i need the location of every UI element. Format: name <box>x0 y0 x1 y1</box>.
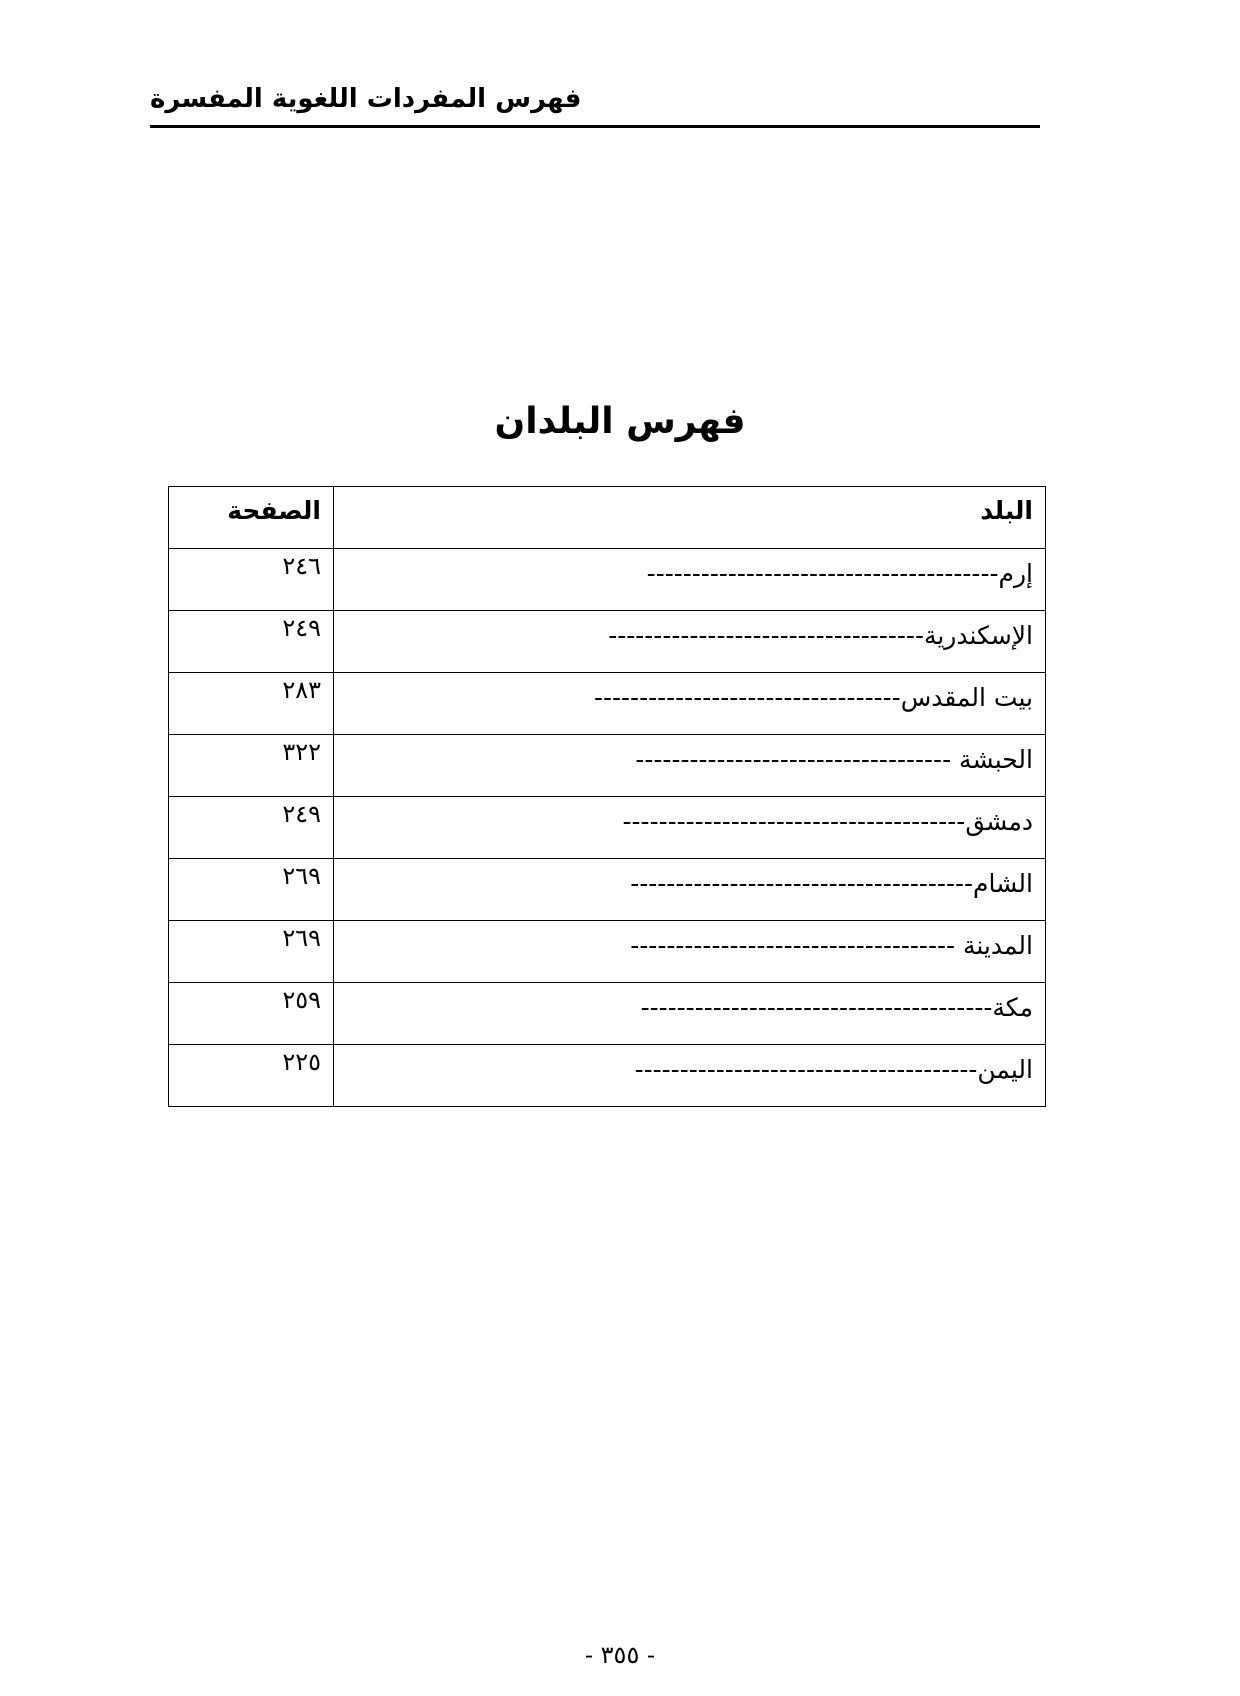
places-index-table <box>168 486 1046 1107</box>
place-cell <box>334 611 1046 673</box>
table-row <box>169 921 1046 983</box>
dot-leader: -------------------------------------- <box>630 869 974 898</box>
place-name: اليمن <box>977 1055 1033 1084</box>
place-name: المدينة <box>962 931 1033 960</box>
table-row <box>169 797 1046 859</box>
page-cell <box>169 859 334 921</box>
page-cell <box>169 921 334 983</box>
running-header <box>150 78 1040 128</box>
dot-leader: ------------------------------------ <box>630 931 963 960</box>
place-cell <box>334 1045 1046 1107</box>
place-name: بيت المقدس <box>900 683 1033 712</box>
column-header-page <box>169 487 334 549</box>
place-name: إرم <box>998 559 1033 588</box>
dot-leader: -------------------------------------- <box>622 807 966 836</box>
column-header-page-label: الصفحة <box>227 496 321 525</box>
page-number: ٢٦٩ <box>282 924 321 952</box>
page-number: ٢٦٩ <box>282 862 321 890</box>
place-cell <box>334 735 1046 797</box>
place-name: مكة <box>992 993 1033 1022</box>
dot-leader: -------------------------------------- <box>634 1055 978 1084</box>
page-number: ٢٤٩ <box>282 614 321 642</box>
page-number: ٢٤٩ <box>282 800 321 828</box>
page-number: ٢٨٣ <box>282 676 321 704</box>
place-name: الشام <box>973 869 1033 898</box>
dot-leader: --------------------------------------- <box>646 559 999 588</box>
page-number: ٣٢٢ <box>282 738 321 766</box>
dot-leader: ---------------------------------- <box>593 683 901 712</box>
table-row <box>169 983 1046 1045</box>
place-name: الحبشة <box>959 745 1033 774</box>
dot-leader: --------------------------------------- <box>640 993 993 1022</box>
dot-leader: ----------------------------------- <box>635 745 960 774</box>
header-rule <box>150 125 1040 128</box>
page-cell <box>169 1045 334 1107</box>
page-number: ٢٥٩ <box>282 986 321 1014</box>
table-row <box>169 673 1046 735</box>
place-cell <box>334 921 1046 983</box>
table-row <box>169 611 1046 673</box>
page-cell <box>169 611 334 673</box>
place-cell <box>334 859 1046 921</box>
table-row <box>169 859 1046 921</box>
column-header-place <box>334 487 1046 549</box>
column-header-place-label: البلد <box>980 496 1033 525</box>
page-footer-number: - ٣٥٥ - <box>584 1641 656 1669</box>
page-cell <box>169 549 334 611</box>
page-cell <box>169 797 334 859</box>
place-cell <box>334 673 1046 735</box>
page-cell <box>169 673 334 735</box>
table-row <box>169 1045 1046 1107</box>
place-name: دمشق <box>965 807 1033 836</box>
page-title: فهرس البلدان <box>494 401 746 442</box>
place-cell <box>334 549 1046 611</box>
place-name: الإسكندرية <box>923 621 1033 650</box>
page-number: ٢٤٦ <box>282 552 321 580</box>
running-header-title: فهرس المفردات اللغوية المفسرة <box>150 84 582 114</box>
place-cell <box>334 797 1046 859</box>
table-header-row <box>169 487 1046 549</box>
table-row <box>169 735 1046 797</box>
page-number: ٢٢٥ <box>282 1048 321 1076</box>
place-cell <box>334 983 1046 1045</box>
page-cell <box>169 735 334 797</box>
table-row <box>169 549 1046 611</box>
dot-leader: ----------------------------------- <box>608 621 924 650</box>
page-cell <box>169 983 334 1045</box>
